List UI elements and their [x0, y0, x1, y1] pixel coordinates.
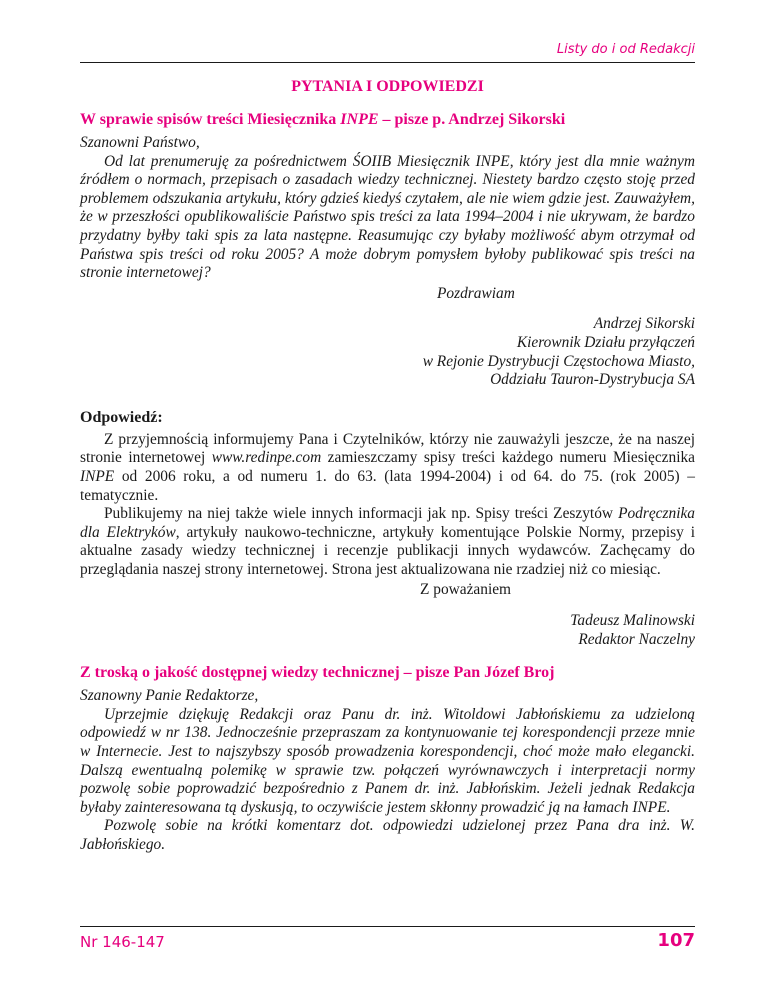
- response-closing: Z poważaniem: [420, 581, 512, 599]
- running-title: Listy do i od Redakcji: [556, 42, 695, 57]
- response-heading: Odpowiedź:: [80, 408, 163, 426]
- letter1-signature-title: Kierownik Działu przyłączeń: [516, 333, 695, 351]
- letter2-heading: Z troską o jakość dostępnej wiedzy technicznej – pisze Pan Józef Broj: [80, 664, 555, 682]
- article-content: [80, 110, 695, 855]
- response-p2-b: , artykuły naukowo-techniczne, artykuły komentujące Polskie Normy, przepisy i aktualne zasady wiedzy technicznej i recenzje publikacji innych wydawców. Zachęcamy do przeglądania naszej strony internetowej. Strona jest aktualizowana nie rzadziej niż co miesiąc.: [80, 523, 695, 578]
- letter2-paragraph-2: Pozwolę sobie na krótki komentarz dot. odpowiedzi udzielonej przez Pana dra inż. W. Jabłońskiego.: [80, 817, 695, 853]
- letter1-closing: Pozdrawiam: [437, 284, 515, 302]
- response-p1-b: zamieszczamy spisy treści każdego numeru Miesięcznika: [321, 449, 695, 467]
- response-paragraph-1: [80, 431, 695, 505]
- response-signature-name: Tadeusz Malinowski: [570, 612, 695, 630]
- response-p1-inpe: INPE: [80, 467, 115, 485]
- footer-rule: [80, 926, 695, 927]
- header-rule: [80, 62, 695, 63]
- response-p2-book: Podręcznika dla Elektryków: [80, 505, 695, 541]
- letter1-salutation: Szanowni Państwo,: [80, 134, 200, 151]
- response-p1-a: Z przyjemnością informujemy Pana i Czytelników, którzy nie zauważyli jeszcze, że na naszej stronie internetowej: [80, 430, 695, 467]
- response-paragraph-2: [80, 505, 695, 579]
- response-p2-a: Publikujemy na niej także wiele innych informacji jak np. Spisy treści Zeszytów: [104, 505, 619, 523]
- letter1-signature-region: w Rejonie Dystrybucji Częstochowa Miasto,: [422, 352, 695, 370]
- letter1-heading-inpe: INPE: [340, 111, 379, 128]
- issue-number: Nr 146-147: [80, 933, 165, 951]
- letter1-signature: [80, 315, 695, 389]
- letter1-signature-name: Andrzej Sikorski: [593, 315, 695, 333]
- letter1-heading: [80, 110, 695, 130]
- letter1-signature-company: Oddziału Tauron-Dystrybucja SA: [490, 371, 695, 389]
- response-signature-title: Redaktor Naczelny: [578, 630, 695, 648]
- letter1-heading-pre: W sprawie spisów treści Miesięcznika: [80, 111, 341, 128]
- website-link[interactable]: www.redinpe.com: [211, 449, 322, 467]
- page-number: 107: [657, 930, 695, 951]
- section-title: PYTANIA I ODPOWIEDZI: [291, 78, 484, 95]
- letter2-paragraph-1: Uprzejmie dziękuję Redakcji oraz Panu dr. inż. Witoldowi Jabłońskiemu za udzieloną odpowiedź w nr 138. Jednocześnie przepraszam za kontynuowanie tej korespondencji przeze mnie w Internecie. Jest to najszybszy sposób prowadzenia korespondencji, choć może mało elegancki. Dalszą ewentualną polemikę w sprawie tzw. połączeń wyrównawczych i interpretacji normy pozwolę sobie poprowadzić bezpośrednio z Panem dr. inż. Jabłońskim. Jeżeli jednak Redakcja byłaby zainteresowana tą dyskusją, to oczywiście jestem skłonny prowadzić ją na łamach INPE.: [80, 705, 695, 816]
- response-signature: [80, 612, 695, 649]
- letter1-body: Od lat prenumeruję za pośrednictwem ŚOIIB Miesięcznik INPE, który jest dla mnie ważnym źródłem o normach, przepisach o zasadach wiedzy technicznej. Niestety bardzo często stoję przed problemem odszukania artykułu, który gdzieś kiedyś czytałem, ale nie wiem gdzie jest. Zauważyłem, że w przeszłości opublikowaliście Państwo spis treści za lata 1994–2004 i nie ukrywam, że bardzo przydatny byłby taki spis za lata następne. Reasumując czy byłaby możliwość abym otrzymał od Państwa spis treści od roku 2005? A może dobrym pomysłem byłoby publikować spis treści na stronie internetowej?: [80, 152, 695, 282]
- letter2-salutation: Szanowny Panie Redaktorze,: [80, 687, 259, 705]
- letter1-heading-post: – pisze p. Andrzej Sikorski: [378, 111, 566, 128]
- response-p1-c: od 2006 roku, a od numeru 1. do 63. (lata 1994-2004) i od 64. do 75. (rok 2005) – tematycznie.: [80, 467, 695, 504]
